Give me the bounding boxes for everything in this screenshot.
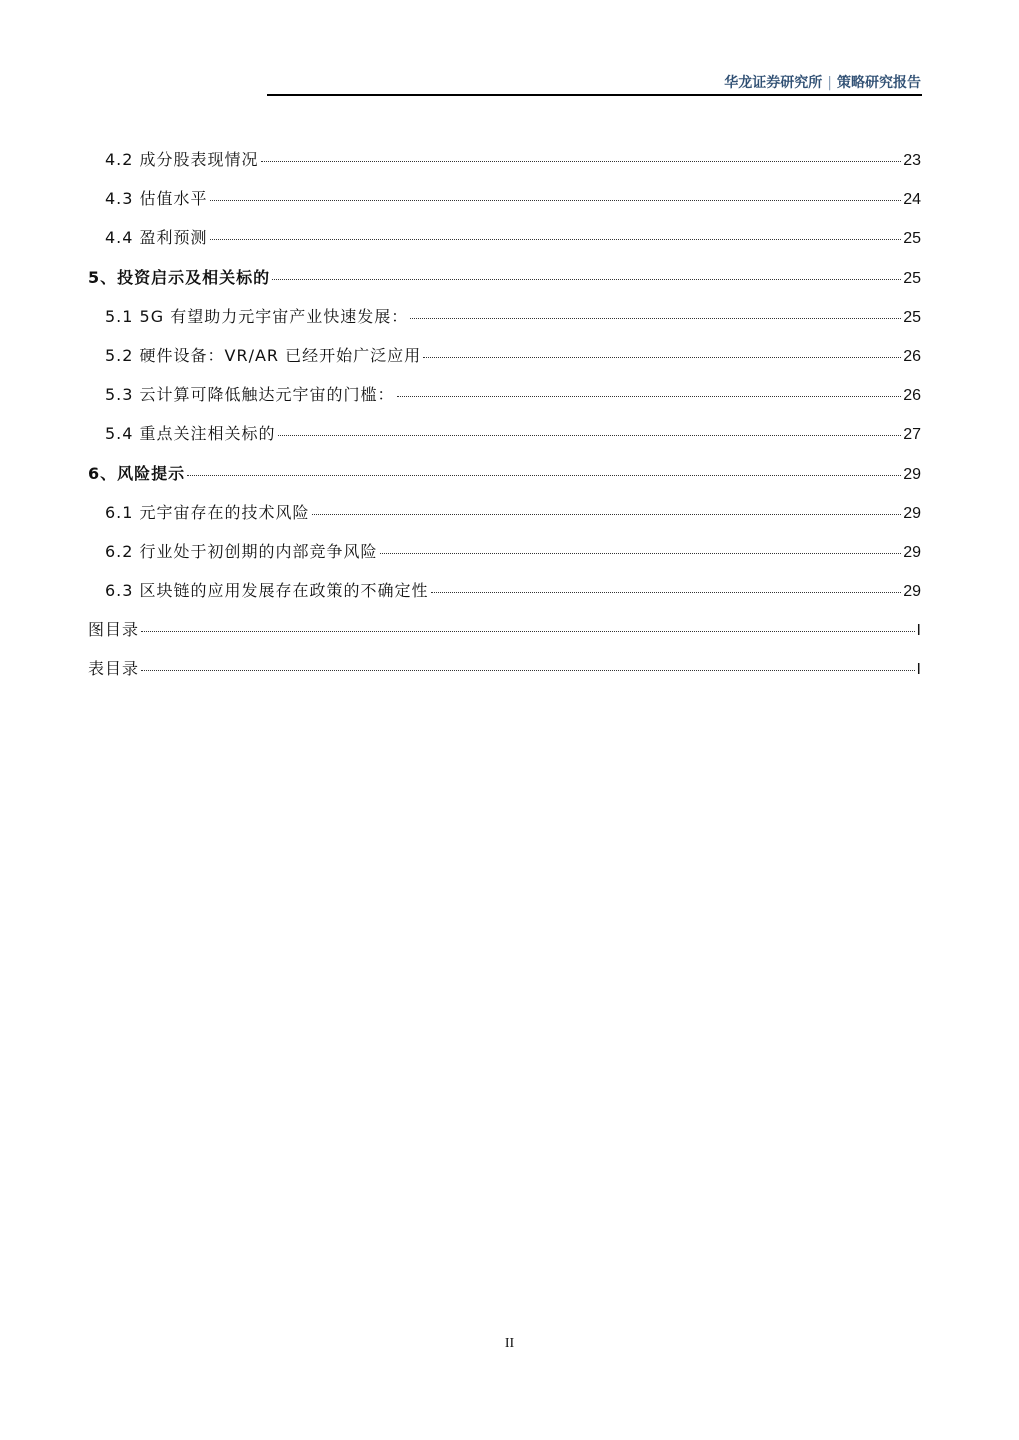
toc-dot-leader: [210, 239, 902, 240]
toc-dot-leader: [187, 475, 901, 476]
toc-entry[interactable]: [88, 462, 921, 501]
toc-entry-title: 4.4 盈利预测: [105, 228, 208, 248]
toc-entry-page: 24: [903, 191, 921, 209]
toc-entry[interactable]: [88, 226, 921, 265]
toc-dot-leader: [210, 200, 902, 201]
toc-entry-page: 29: [903, 504, 921, 522]
toc-entry-title: 6.3 区块链的应用发展存在政策的不确定性: [105, 581, 429, 601]
toc-entry[interactable]: [88, 657, 921, 696]
toc-entry[interactable]: [88, 344, 921, 383]
toc-dot-leader: [410, 318, 901, 319]
toc-entry-title: 5.1 5G 有望助力元宇宙产业快速发展：: [105, 306, 409, 326]
header-report-type: 策略研究报告: [837, 75, 921, 91]
toc-entry-page: 29: [903, 583, 921, 601]
toc-entry-page: I: [916, 622, 921, 640]
toc-entry-title: 5.3 云计算可降低触达元宇宙的门槛：: [105, 385, 395, 405]
toc-entry-page: 25: [903, 269, 921, 287]
header-org: 华龙证券研究所: [724, 75, 823, 91]
toc-entry[interactable]: [88, 305, 921, 344]
toc-entry-page: 27: [903, 426, 921, 444]
toc-dot-leader: [380, 553, 902, 554]
toc-entry-page: I: [916, 661, 921, 679]
toc-entry-title: 图目录: [88, 620, 140, 640]
toc-dot-leader: [431, 592, 902, 593]
toc-entry-page: 25: [903, 308, 921, 326]
toc-entry-title: 5、投资启示及相关标的: [88, 267, 271, 287]
toc-dot-leader: [278, 435, 902, 436]
toc-entry[interactable]: [88, 579, 921, 618]
toc-entry[interactable]: [88, 266, 921, 305]
toc-entry-page: 23: [903, 152, 921, 169]
toc-entry[interactable]: [88, 618, 921, 657]
toc-entry-page: 26: [903, 387, 921, 405]
toc-entry[interactable]: [88, 422, 921, 461]
toc-entry-title: 4.3 估值水平: [105, 189, 208, 209]
toc-entry-title: 6.1 元宇宙存在的技术风险: [105, 502, 310, 522]
header-rule: [267, 94, 922, 96]
toc-entry-title: 6、风险提示: [88, 463, 186, 483]
toc-dot-leader: [272, 279, 901, 280]
toc-entry-page: 29: [903, 543, 921, 561]
toc-dot-leader: [423, 357, 901, 358]
toc-entry-title: 4.2 成分股表现情况: [105, 150, 259, 169]
toc-entry-page: 26: [903, 347, 921, 365]
page-number: II: [504, 1336, 515, 1351]
toc-entry[interactable]: [88, 540, 921, 579]
toc-entry-title: 6.2 行业处于初创期的内部竞争风险: [105, 541, 378, 561]
toc-dot-leader: [312, 514, 902, 515]
toc-dot-leader: [397, 396, 902, 397]
toc-entry[interactable]: [88, 501, 921, 540]
toc-entry[interactable]: [88, 383, 921, 422]
toc-dot-leader: [261, 161, 902, 162]
toc-dot-leader: [141, 631, 915, 632]
table-of-contents: [88, 148, 921, 697]
toc-entry[interactable]: [88, 187, 921, 226]
toc-entry-title: 5.4 重点关注相关标的: [105, 424, 276, 444]
toc-entry-page: 25: [903, 230, 921, 248]
header-separator: |: [827, 75, 832, 91]
toc-entry-title: 表目录: [88, 659, 140, 679]
toc-entry[interactable]: [88, 148, 921, 187]
toc-entry-page: 29: [903, 465, 921, 483]
report-header: [724, 72, 921, 92]
toc-entry-title: 5.2 硬件设备：VR/AR 已经开始广泛应用: [105, 345, 422, 365]
toc-dot-leader: [141, 670, 915, 671]
